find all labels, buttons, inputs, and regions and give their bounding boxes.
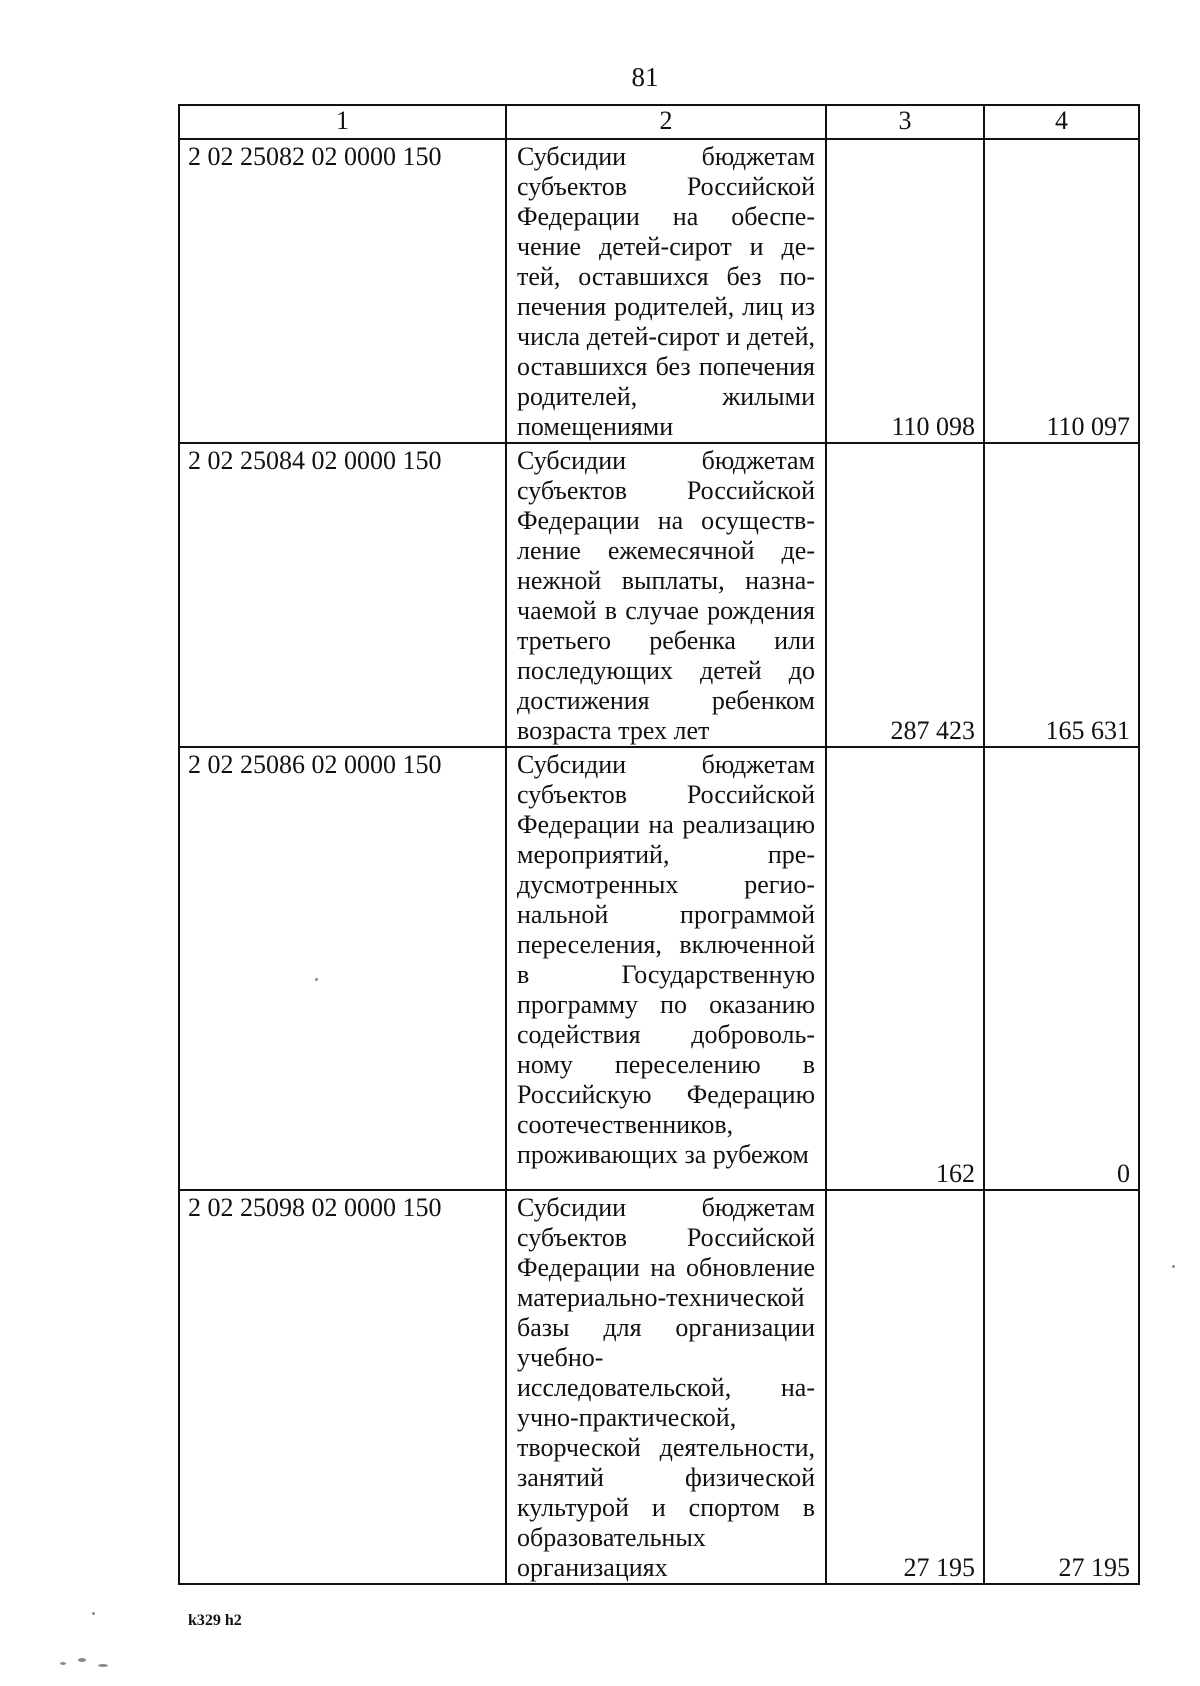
table-row — [179, 443, 1139, 747]
budget-table — [178, 104, 1140, 1585]
budget-code: 2 02 25098 02 0000 150 — [179, 1190, 506, 1584]
header-cell-2: 2 — [506, 105, 826, 139]
table-row — [179, 139, 1139, 443]
table-row — [179, 1190, 1139, 1584]
budget-code: 2 02 25082 02 0000 150 — [179, 139, 506, 443]
value-col4: 27 195 — [984, 1190, 1139, 1584]
header-cell-4: 4 — [984, 105, 1139, 139]
value-col3: 287 423 — [826, 443, 984, 747]
row-description: Субсидии бюджетам субъектов Российской Федерации на осуществление ежемесячной денежной выплаты, назначаемой в случае рождения третьего ребенка или последующих детей до достижения ребенком возраста трех лет — [506, 443, 826, 747]
table-row — [179, 747, 1139, 1190]
row-description: Субсидии бюджетам субъектов Российской Федерации на реализацию мероприятий, предусмотренных региональной программой переселения, включенной в Государственную программу по оказанию содействия добровольному переселению в Российскую Федерацию соотечественников, проживающих за рубежом — [506, 747, 826, 1190]
value-col3: 162 — [826, 747, 984, 1190]
scan-noise — [60, 1662, 66, 1665]
scan-noise — [92, 1612, 95, 1615]
row-description: Субсидии бюджетам субъектов Российской Федерации на обновление материально-технической базы для организации учебно-исследовательской, научно-практической, творческой деятельности, занятий физической культурой и спортом в образовательных организациях — [506, 1190, 826, 1584]
value-col4: 0 — [984, 747, 1139, 1190]
budget-code: 2 02 25084 02 0000 150 — [179, 443, 506, 747]
scan-noise — [98, 1664, 108, 1667]
table-header-row — [179, 105, 1139, 139]
value-col3: 110 098 — [826, 139, 984, 443]
value-col4: 165 631 — [984, 443, 1139, 747]
header-cell-3: 3 — [826, 105, 984, 139]
scan-noise — [315, 978, 318, 981]
value-col4: 110 097 — [984, 139, 1139, 443]
header-cell-1: 1 — [179, 105, 506, 139]
row-description: Субсидии бюджетам субъектов Российской Федерации на обеспечение детей-сирот и детей, оставшихся без попечения родителей, лиц из числа детей-сирот и детей, оставшихся без попечения родителей, жилыми помещениями — [506, 139, 826, 443]
page-number: 81 — [631, 62, 659, 92]
scan-noise — [78, 1658, 86, 1662]
budget-code: 2 02 25086 02 0000 150 — [179, 747, 506, 1190]
scan-noise — [1172, 1265, 1175, 1268]
footer-document-code: k329 h2 — [188, 1612, 242, 1629]
value-col3: 27 195 — [826, 1190, 984, 1584]
